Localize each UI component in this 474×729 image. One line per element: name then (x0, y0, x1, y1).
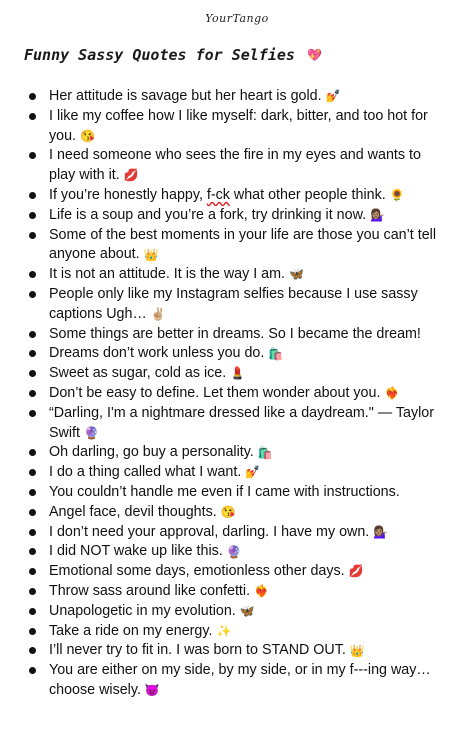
bullet-icon (29, 370, 36, 377)
quote-text: People only like my Instagram selfies because I use sassy captions Ugh… (49, 285, 418, 322)
list-item (26, 622, 451, 642)
quote-text: Unapologetic in my evolution. (49, 602, 236, 619)
quote-text: I need someone who sees the fire in my eyes and wants to play with it. (49, 147, 421, 184)
bullet-icon (29, 608, 36, 615)
bullet-icon (29, 331, 36, 338)
spellcheck-word: f-ck (206, 186, 230, 203)
list-item (26, 265, 451, 285)
quote-text: Take a ride on my energy. (49, 622, 213, 639)
list-item (26, 107, 451, 147)
bullet-icon (29, 350, 36, 357)
bullet-icon (29, 588, 36, 595)
bullet-icon (29, 93, 36, 100)
lips-icon: 💋 (123, 168, 139, 183)
list-item (26, 582, 451, 602)
shopping-bags-icon: 🛍️ (268, 346, 284, 361)
bullet-icon (29, 647, 36, 654)
quote-text: You couldn’t handle me even if I came with instructions. (49, 483, 400, 500)
butterfly-icon: 🦋 (289, 267, 304, 282)
bullet-icon (29, 152, 36, 159)
bullet-icon (29, 113, 36, 120)
list-item (26, 146, 451, 186)
list-item (26, 523, 451, 543)
sparkles-icon: ✨ (216, 623, 232, 638)
quote-text: Don’t be easy to define. Let them wonder about you. (49, 384, 381, 401)
crown-icon: 👑 (349, 643, 365, 658)
list-item (26, 661, 451, 701)
list-item (26, 463, 451, 483)
bullet-icon (29, 410, 36, 417)
bullet-icon (29, 489, 36, 496)
bullet-icon (29, 291, 36, 298)
info-desk-person-icon: 💁🏽‍♀️ (370, 208, 386, 222)
list-item (26, 503, 451, 523)
quote-text: Angel face, devil thoughts. (49, 503, 217, 520)
quote-text: I don’t need your approval, darling. I have my own. (49, 523, 370, 540)
list-item (26, 87, 451, 107)
lipstick-icon: 💄 (230, 366, 246, 381)
quote-text: Emotional some days, emotionless other days. (49, 563, 345, 580)
quote-text-part: If you’re honestly happy, (49, 186, 207, 203)
list-item (26, 226, 451, 266)
list-item (26, 562, 451, 582)
page-title: Funny Sassy Quotes for Selfies (24, 46, 295, 64)
list-item (26, 404, 451, 444)
sparkling-heart-icon: 💖 (306, 48, 322, 62)
kiss-face-icon: 😘 (80, 128, 95, 143)
nail-polish-icon: 💅 (245, 465, 261, 480)
list-item (26, 443, 451, 463)
bullet-icon (29, 628, 36, 635)
list-item (26, 344, 451, 364)
quote-text: I’ll never try to fit in. I was born to STAND OUT. (49, 642, 346, 659)
title-row (24, 46, 458, 64)
bullet-icon (29, 509, 36, 516)
bullet-icon (29, 390, 36, 397)
quote-text: I like my coffee how I like myself: dark, bitter, and too hot for you. (49, 107, 428, 144)
bullet-icon (29, 212, 36, 219)
quote-text: I did NOT wake up like this. (49, 543, 223, 560)
shopping-bags-icon: 🛍️ (257, 445, 273, 460)
quote-text: I do a thing called what I want. (49, 464, 242, 481)
bullet-icon (29, 271, 36, 278)
list-item (26, 186, 451, 206)
bullet-icon (29, 667, 36, 674)
sunflower-icon: 🌻 (389, 188, 405, 203)
quote-text: Dreams don’t work unless you do. (49, 345, 265, 362)
butterfly-icon: 🦋 (239, 603, 255, 618)
quote-text: Life is a soup and you’re a fork, try drinking it now. (49, 206, 367, 223)
heart-on-fire-icon: ❤️‍🔥 (384, 386, 400, 401)
quote-text: Throw sass around like confetti. (49, 582, 251, 599)
lips-icon: 💋 (348, 564, 364, 579)
heart-on-fire-icon: ❤️‍🔥 (254, 584, 269, 599)
bullet-icon (29, 469, 36, 476)
quote-list (26, 87, 451, 701)
crystal-ball-icon: 🔮 (226, 544, 242, 559)
quote-text: “Darling, I'm a nightmare dressed like a daydream." — Taylor Swift (49, 404, 434, 441)
list-item (26, 206, 451, 226)
bullet-icon (29, 192, 36, 199)
brand-logo: YourTango (205, 12, 269, 25)
bullet-icon (29, 232, 36, 239)
list-item (26, 285, 451, 325)
kiss-face-icon: 😘 (220, 504, 236, 519)
list-item (26, 641, 451, 661)
quote-text: Her attitude is savage but her heart is gold. (49, 88, 322, 104)
smiling-devil-icon: 😈 (144, 683, 160, 698)
quote-text: Some of the best moments in your life are those you can’t tell anyone about. (49, 226, 437, 263)
quote-text-part: what other people think. (229, 186, 386, 203)
quote-text: It is not an attitude. It is the way I am. (49, 266, 286, 283)
bullet-icon (29, 449, 36, 456)
quote-text: Some things are better in dreams. So I became the dream! (49, 325, 421, 342)
nail-polish-icon: 💅 (325, 89, 341, 104)
crystal-ball-icon: 🔮 (83, 425, 99, 440)
list-item (26, 483, 451, 503)
bullet-icon (29, 548, 36, 555)
list-item (26, 542, 451, 562)
info-desk-person-icon: 💁🏽‍♀️ (373, 524, 389, 539)
list-item (26, 384, 451, 404)
quote-text (49, 187, 386, 203)
victory-hand-icon: ✌🏼 (150, 306, 166, 321)
quote-text: You are either on my side, by my side, or in my f---ing way… choose wisely. (49, 662, 431, 698)
bullet-icon (29, 568, 36, 575)
quote-text: Sweet as sugar, cold as ice. (49, 365, 227, 382)
list-item (26, 364, 451, 384)
bullet-icon (29, 529, 36, 536)
quote-text: Oh darling, go buy a personality. (49, 444, 254, 461)
list-item (26, 602, 451, 622)
crown-icon: 👑 (143, 247, 159, 262)
list-item (26, 325, 451, 345)
